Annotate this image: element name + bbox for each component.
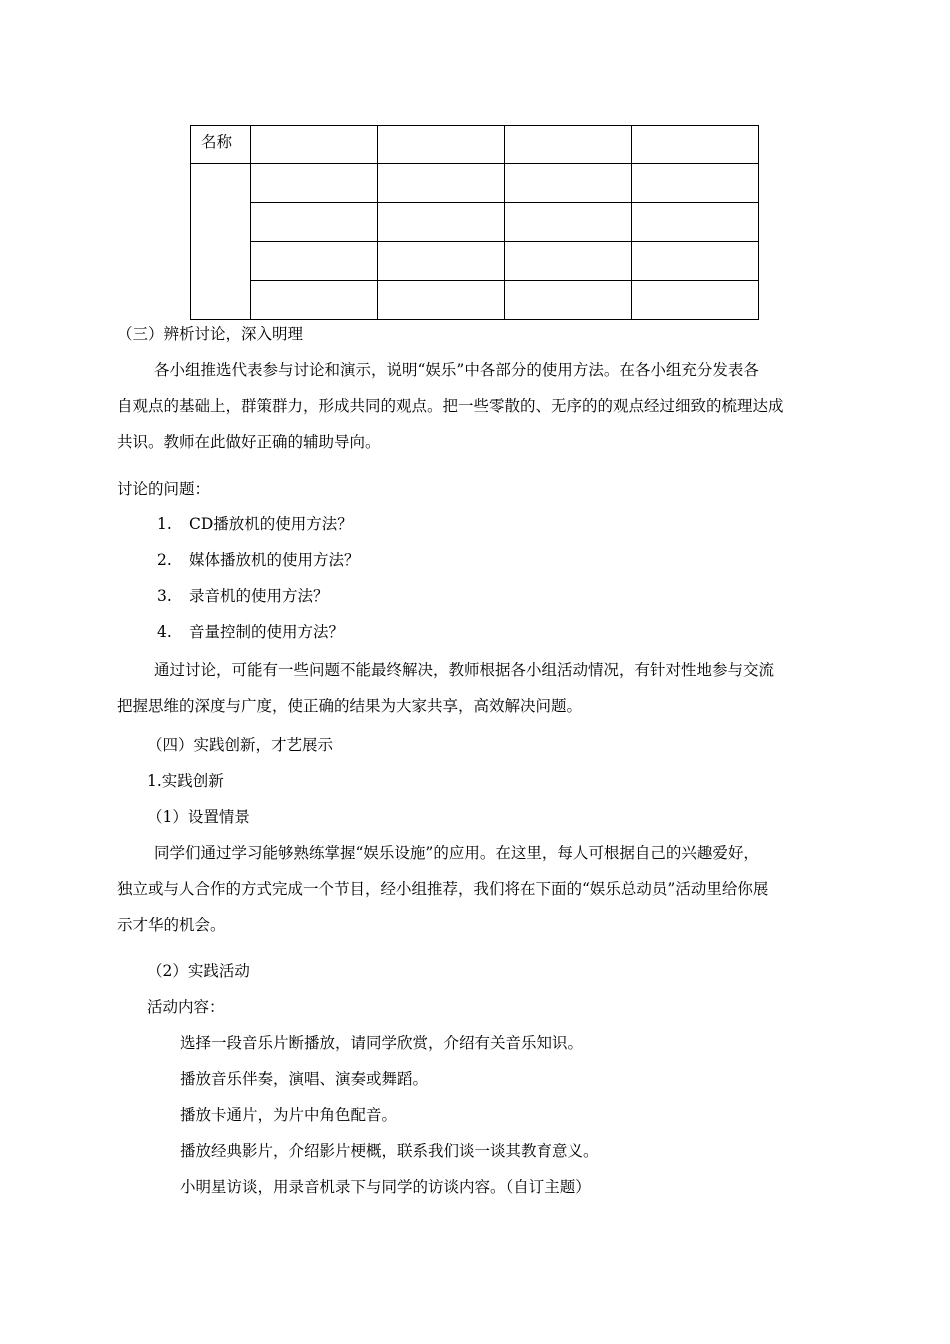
table-cell — [505, 164, 632, 203]
question-text: 音量控制的使用方法？ — [189, 623, 345, 641]
activity-item: 播放卡通片，为片中角色配音。 — [180, 1106, 398, 1124]
table-cell — [632, 203, 759, 242]
table-cell — [251, 203, 378, 242]
question-number: 1. — [157, 515, 172, 533]
table-cell — [632, 242, 759, 281]
table-cell — [505, 203, 632, 242]
section3-paragraph-2 — [117, 652, 835, 724]
table-cell — [632, 281, 759, 320]
question-number: 3. — [157, 587, 172, 605]
question-text: CD播放机的使用方法？ — [189, 515, 353, 533]
content-label: 活动内容： — [147, 998, 225, 1016]
paragraph-line: 自观点的基础上，群策群力，形成共同的观点。把一些零散的、无序的的观点经过细致的梳理达成 — [117, 397, 784, 415]
paragraph-line: 独立或与人合作的方式完成一个节目，经小组推荐，我们将在下面的“娱乐总动员”活动里给你展 — [117, 880, 769, 898]
paragraph-line: 同学们通过学习能够熟练掌握“娱乐设施”的应用。在这里，每人可根据自己的兴趣爱好， — [154, 844, 759, 862]
question-number: 2. — [157, 551, 172, 569]
paragraph-line: 各小组推选代表参与讨论和演示，说明“娱乐”中各部分的使用方法。在各小组充分发表各 — [154, 361, 759, 379]
table-cell — [251, 281, 378, 320]
activity-item: 小明星访谈，用录音机录下与同学的访谈内容。（自订主题） — [180, 1178, 591, 1196]
subsection-heading: （1）设置情景 — [147, 808, 250, 826]
table-cell — [632, 164, 759, 203]
table-cell — [505, 242, 632, 281]
section3-paragraph-1 — [117, 352, 835, 460]
paragraph-line: 通过讨论，可能有一些问题不能最终解决，教师根据各小组活动情况，有针对性地参与交流 — [154, 661, 775, 679]
table-cell — [378, 242, 505, 281]
subsection-heading: 1.实践创新 — [147, 772, 224, 790]
table-cell — [505, 126, 632, 164]
paragraph-line: 把握思维的深度与广度，使正确的结果为大家共享，高效解决问题。 — [117, 697, 583, 715]
section3-heading: （三）辨析讨论，深入明理 — [117, 325, 304, 343]
subsection-heading: （2）实践活动 — [147, 962, 250, 980]
table-merged-cell — [191, 164, 251, 320]
table-cell — [378, 164, 505, 203]
table-cell — [505, 281, 632, 320]
activity-item: 播放经典影片，介绍影片梗概，联系我们谈一谈其教育意义。 — [180, 1142, 599, 1160]
questions-label: 讨论的问题： — [117, 480, 211, 498]
table-cell — [632, 126, 759, 164]
paragraph-line: 示才华的机会。 — [117, 916, 226, 934]
table-cell — [251, 164, 378, 203]
table-cell — [251, 242, 378, 281]
activity-item: 播放音乐伴奏，演唱、演奏或舞蹈。 — [180, 1070, 429, 1088]
question-text: 媒体播放机的使用方法？ — [189, 551, 360, 569]
table-cell — [251, 126, 378, 164]
section4-heading: （四）实践创新，才艺展示 — [147, 736, 334, 754]
paragraph-line: 共识。教师在此做好正确的辅助导向。 — [117, 433, 381, 451]
table-header-label: 名称 — [191, 126, 251, 164]
activity-item: 选择一段音乐片断播放，请同学欣赏，介绍有关音乐知识。 — [180, 1034, 584, 1052]
blank-table — [190, 125, 759, 320]
question-text: 录音机的使用方法？ — [189, 587, 329, 605]
table-cell — [378, 281, 505, 320]
table-cell — [378, 203, 505, 242]
question-number: 4. — [157, 623, 172, 641]
section4-paragraph — [117, 835, 835, 943]
table-cell — [378, 126, 505, 164]
